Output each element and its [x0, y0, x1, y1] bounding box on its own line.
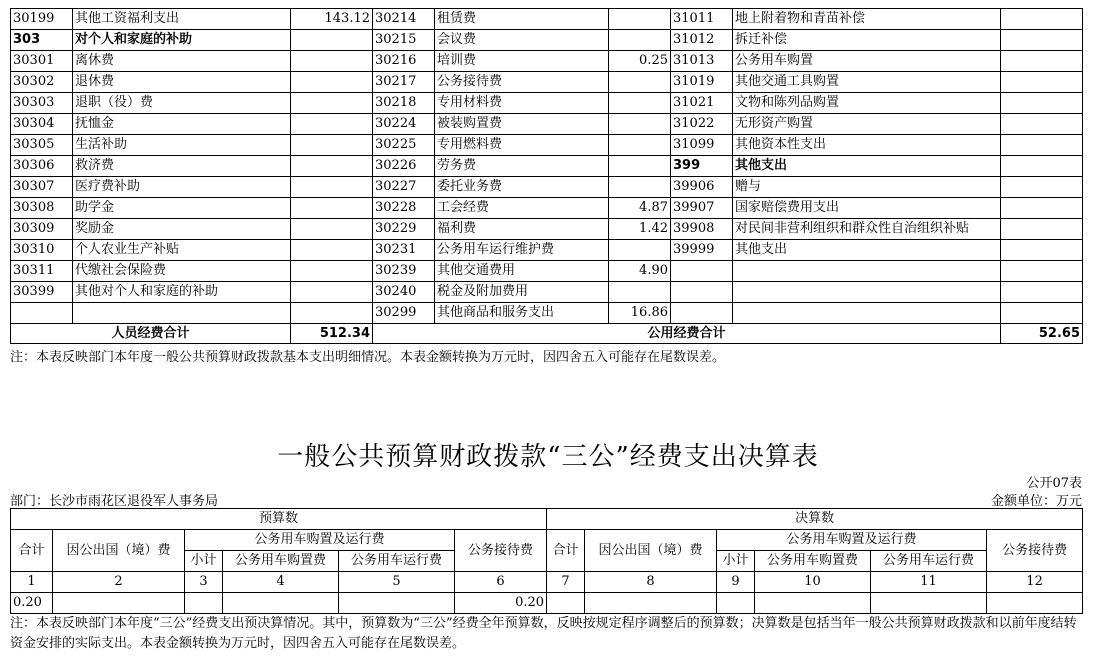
- group2-code-cell: 30224: [373, 114, 435, 135]
- group3-name-cell: 文物和陈列品购置: [733, 93, 1001, 114]
- group3-code-cell: 399: [671, 156, 733, 177]
- group3-amount-cell: [1001, 72, 1083, 93]
- value-cell: [987, 593, 1083, 614]
- group2-code-cell: 30240: [373, 282, 435, 303]
- group1-code-cell: 30311: [11, 261, 73, 282]
- group2-name-cell: 被装购置费: [435, 114, 609, 135]
- table-row: [11, 51, 1083, 72]
- group2-code-cell: 30228: [373, 198, 435, 219]
- value-cell: [223, 593, 339, 614]
- column-number: 5: [339, 572, 455, 593]
- form-number: 公开07表: [1026, 476, 1082, 491]
- column-number: 8: [585, 572, 717, 593]
- group1-name-cell: 医疗费补助: [73, 177, 291, 198]
- column-number: 7: [547, 572, 585, 593]
- group2-amount-cell: [609, 135, 671, 156]
- table-row: [11, 72, 1083, 93]
- detail-table-body: [11, 9, 1083, 324]
- group3-code-cell: 31011: [671, 9, 733, 30]
- group1-amount-cell: 143.12: [291, 9, 373, 30]
- group1-code-cell: 30399: [11, 282, 73, 303]
- group1-code-cell: 30306: [11, 156, 73, 177]
- group2-amount-cell: [609, 93, 671, 114]
- table-row: [11, 303, 1083, 324]
- table-row: [11, 30, 1083, 51]
- group2-name-cell: 劳务费: [435, 156, 609, 177]
- totals-row: [11, 324, 1083, 344]
- budget-subtotal-header: 小计: [185, 551, 223, 572]
- group1-code-cell: 30303: [11, 93, 73, 114]
- group3-code-cell: 31019: [671, 72, 733, 93]
- group3-code-cell: 31099: [671, 135, 733, 156]
- group2-code-cell: 30218: [373, 93, 435, 114]
- group3-code-cell: 31013: [671, 51, 733, 72]
- group1-amount-cell: [291, 156, 373, 177]
- amount-unit-label: 金额单位：万元: [990, 494, 1082, 509]
- group1-amount-cell: [291, 177, 373, 198]
- group1-code-cell: 30301: [11, 51, 73, 72]
- group3-code-cell: 39906: [671, 177, 733, 198]
- personnel-total-value: 512.34: [291, 324, 373, 344]
- header-row-1: [11, 509, 1083, 530]
- final-total-header: 合计: [547, 530, 585, 572]
- group2-code-cell: 30299: [373, 303, 435, 324]
- column-number: 1: [11, 572, 53, 593]
- group2-amount-cell: [609, 9, 671, 30]
- group3-amount-cell: [1001, 198, 1083, 219]
- group1-name-cell: 离休费: [73, 51, 291, 72]
- group2-amount-cell: 4.87: [609, 198, 671, 219]
- group3-amount-cell: [1001, 156, 1083, 177]
- group3-code-cell: [671, 303, 733, 324]
- group3-amount-cell: [1001, 135, 1083, 156]
- value-row: [11, 593, 1083, 614]
- column-number: 10: [755, 572, 871, 593]
- group2-amount-cell: [609, 282, 671, 303]
- group1-name-cell: 其他对个人和家庭的补助: [73, 282, 291, 303]
- table-row: [11, 177, 1083, 198]
- group1-amount-cell: [291, 114, 373, 135]
- group3-name-cell: 无形资产购置: [733, 114, 1001, 135]
- value-cell: [717, 593, 755, 614]
- group1-name-cell: [73, 303, 291, 324]
- final-header: 决算数: [547, 509, 1083, 530]
- value-cell: [53, 593, 185, 614]
- group1-amount-cell: [291, 303, 373, 324]
- group3-amount-cell: [1001, 9, 1083, 30]
- group2-code-cell: 30231: [373, 240, 435, 261]
- group2-amount-cell: [609, 30, 671, 51]
- table-row: [11, 114, 1083, 135]
- group3-name-cell: 国家赔偿费用支出: [733, 198, 1001, 219]
- group1-name-cell: 生活补助: [73, 135, 291, 156]
- group3-name-cell: 赠与: [733, 177, 1001, 198]
- group2-amount-cell: 16.86: [609, 303, 671, 324]
- group3-code-cell: 39907: [671, 198, 733, 219]
- group1-amount-cell: [291, 135, 373, 156]
- personnel-total-label: 人员经费合计: [11, 324, 291, 344]
- group1-name-cell: 退休费: [73, 72, 291, 93]
- group1-code-cell: 30199: [11, 9, 73, 30]
- table-row: [11, 9, 1083, 30]
- group2-code-cell: 30214: [373, 9, 435, 30]
- group3-amount-cell: [1001, 219, 1083, 240]
- group2-code-cell: 30239: [373, 261, 435, 282]
- value-cell: 0.20: [455, 593, 547, 614]
- group3-name-cell: 对民间非营利组织和群众性自治组织补贴: [733, 219, 1001, 240]
- group3-amount-cell: [1001, 261, 1083, 282]
- group1-amount-cell: [291, 72, 373, 93]
- group3-amount-cell: [1001, 303, 1083, 324]
- value-cell: [585, 593, 717, 614]
- group1-name-cell: 其他工资福利支出: [73, 9, 291, 30]
- group2-amount-cell: [609, 114, 671, 135]
- value-cell: [755, 593, 871, 614]
- group3-name-cell: [733, 261, 1001, 282]
- group2-name-cell: 公务用车运行维护费: [435, 240, 609, 261]
- budget-reception-header: 公务接待费: [455, 530, 547, 572]
- group2-amount-cell: [609, 72, 671, 93]
- group2-name-cell: 公务接待费: [435, 72, 609, 93]
- value-cell: 0.20: [11, 593, 53, 614]
- group2-code-cell: 30225: [373, 135, 435, 156]
- public-total-value: 52.65: [1001, 324, 1083, 344]
- group2-name-cell: 工会经费: [435, 198, 609, 219]
- group3-name-cell: [733, 282, 1001, 303]
- value-cell: [339, 593, 455, 614]
- group3-name-cell: 拆迁补偿: [733, 30, 1001, 51]
- value-cell: [547, 593, 585, 614]
- final-abroad-header: 因公出国（境）费: [585, 530, 717, 572]
- group3-amount-cell: [1001, 282, 1083, 303]
- group1-name-cell: 奖励金: [73, 219, 291, 240]
- group1-amount-cell: [291, 282, 373, 303]
- group3-name-cell: 公务用车购置: [733, 51, 1001, 72]
- group3-code-cell: [671, 282, 733, 303]
- group2-amount-cell: 1.42: [609, 219, 671, 240]
- group2-name-cell: 租赁费: [435, 9, 609, 30]
- department-label: 部门：长沙市雨花区退役军人事务局: [10, 494, 219, 509]
- group2-amount-cell: 0.25: [609, 51, 671, 72]
- group2-name-cell: 专用燃料费: [435, 135, 609, 156]
- group3-name-cell: 其他支出: [733, 156, 1001, 177]
- group2-name-cell: 培训费: [435, 51, 609, 72]
- table-row: [11, 156, 1083, 177]
- group1-name-cell: 对个人和家庭的补助: [73, 30, 291, 51]
- column-number: 12: [987, 572, 1083, 593]
- group2-name-cell: 福利费: [435, 219, 609, 240]
- group3-code-cell: [671, 261, 733, 282]
- group1-code-cell: 30305: [11, 135, 73, 156]
- group2-amount-cell: 4.90: [609, 261, 671, 282]
- group1-code-cell: 30307: [11, 177, 73, 198]
- group3-name-cell: 其他交通工具购置: [733, 72, 1001, 93]
- group3-code-cell: 31012: [671, 30, 733, 51]
- group3-amount-cell: [1001, 51, 1083, 72]
- group2-code-cell: 30215: [373, 30, 435, 51]
- column-number: 6: [455, 572, 547, 593]
- group3-code-cell: 39999: [671, 240, 733, 261]
- final-car-purchase-header: 公务用车购置费: [755, 551, 871, 572]
- final-subtotal-header: 小计: [717, 551, 755, 572]
- table-row: [11, 282, 1083, 303]
- group1-amount-cell: [291, 93, 373, 114]
- group3-amount-cell: [1001, 93, 1083, 114]
- group2-name-cell: 税金及附加费用: [435, 282, 609, 303]
- value-cell: [185, 593, 223, 614]
- group2-name-cell: 会议费: [435, 30, 609, 51]
- group2-code-cell: 30226: [373, 156, 435, 177]
- budget-abroad-header: 因公出国（境）费: [53, 530, 185, 572]
- group3-code-cell: 31022: [671, 114, 733, 135]
- sangong-expenditure-table: [10, 508, 1083, 614]
- group1-name-cell: 退职（役）费: [73, 93, 291, 114]
- column-number: 11: [871, 572, 987, 593]
- budget-car-purchase-header: 公务用车购置费: [223, 551, 339, 572]
- public-total-label: 公用经费合计: [373, 324, 1001, 344]
- column-number-row: [11, 572, 1083, 593]
- group3-amount-cell: [1001, 30, 1083, 51]
- sangong-table-note: 注：本表反映部门本年度“三公”经费支出预决算情况。其中，预算数为“三公”经费全年预算数，反映按规定程序调整后的预算数；决算数是包括当年一般公共预算财政拨款和以前年度结转资金安排的实际支出。本表金额转换为万元时，因四舍五入可能存在尾数误差。: [10, 616, 1077, 651]
- basic-expenditure-detail-table: [10, 8, 1083, 344]
- group3-name-cell: [733, 303, 1001, 324]
- group1-code-cell: 303: [11, 30, 73, 51]
- final-car-group-header: 公务用车购置及运行费: [717, 530, 987, 551]
- group2-amount-cell: [609, 156, 671, 177]
- group1-amount-cell: [291, 240, 373, 261]
- group1-code-cell: 30308: [11, 198, 73, 219]
- group2-amount-cell: [609, 240, 671, 261]
- table-row: [11, 135, 1083, 156]
- column-number: 4: [223, 572, 339, 593]
- column-number: 3: [185, 572, 223, 593]
- final-car-operation-header: 公务用车运行费: [871, 551, 987, 572]
- group1-name-cell: 抚恤金: [73, 114, 291, 135]
- group3-name-cell: 地上附着物和青苗补偿: [733, 9, 1001, 30]
- group3-amount-cell: [1001, 240, 1083, 261]
- group1-name-cell: 个人农业生产补贴: [73, 240, 291, 261]
- group1-code-cell: 30302: [11, 72, 73, 93]
- table-row: [11, 198, 1083, 219]
- group2-name-cell: 专用材料费: [435, 93, 609, 114]
- group2-code-cell: 30227: [373, 177, 435, 198]
- budget-car-operation-header: 公务用车运行费: [339, 551, 455, 572]
- group1-name-cell: 救济费: [73, 156, 291, 177]
- group1-code-cell: 30310: [11, 240, 73, 261]
- final-reception-header: 公务接待费: [987, 530, 1083, 572]
- group3-name-cell: 其他支出: [733, 240, 1001, 261]
- group3-amount-cell: [1001, 114, 1083, 135]
- budget-car-group-header: 公务用车购置及运行费: [185, 530, 455, 551]
- group2-name-cell: 其他商品和服务支出: [435, 303, 609, 324]
- group3-code-cell: 39908: [671, 219, 733, 240]
- group1-amount-cell: [291, 30, 373, 51]
- group1-name-cell: 代缴社会保险费: [73, 261, 291, 282]
- group1-code-cell: 30304: [11, 114, 73, 135]
- group2-name-cell: 委托业务费: [435, 177, 609, 198]
- group1-amount-cell: [291, 261, 373, 282]
- group1-code-cell: [11, 303, 73, 324]
- group1-amount-cell: [291, 198, 373, 219]
- group2-name-cell: 其他交通费用: [435, 261, 609, 282]
- group1-code-cell: 30309: [11, 219, 73, 240]
- group1-name-cell: 助学金: [73, 198, 291, 219]
- sangong-table-title: 一般公共预算财政拨款“三公”经费支出决算表: [277, 442, 819, 472]
- budget-total-header: 合计: [11, 530, 53, 572]
- column-number: 2: [53, 572, 185, 593]
- detail-table-note: 注：本表反映部门本年度一般公共预算财政拨款基本支出明细情况。本表金额转换为万元时，因四舍五入可能存在尾数误差。: [10, 350, 726, 365]
- group1-amount-cell: [291, 219, 373, 240]
- value-cell: [871, 593, 987, 614]
- column-number: 9: [717, 572, 755, 593]
- group3-code-cell: 31021: [671, 93, 733, 114]
- table-row: [11, 261, 1083, 282]
- group3-amount-cell: [1001, 177, 1083, 198]
- table-row: [11, 240, 1083, 261]
- budget-header: 预算数: [11, 509, 547, 530]
- group1-amount-cell: [291, 51, 373, 72]
- table-row: [11, 93, 1083, 114]
- group2-amount-cell: [609, 177, 671, 198]
- header-row-2: [11, 530, 1083, 551]
- group2-code-cell: 30217: [373, 72, 435, 93]
- table-row: [11, 219, 1083, 240]
- group2-code-cell: 30229: [373, 219, 435, 240]
- group2-code-cell: 30216: [373, 51, 435, 72]
- group3-name-cell: 其他资本性支出: [733, 135, 1001, 156]
